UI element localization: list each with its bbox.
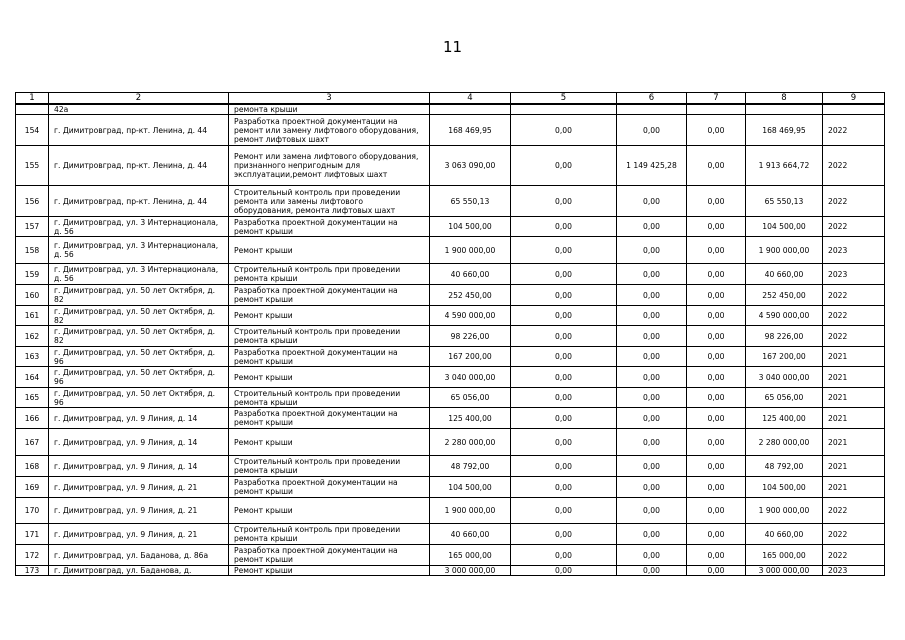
fund-source-d-cell: 98 226,00 (746, 326, 823, 347)
fund-source-d-cell: 1 913 664,72 (746, 146, 823, 186)
year-cell: 2022 (823, 285, 885, 306)
total-cost-cell: 1 900 000,00 (430, 237, 511, 264)
year-cell: 2021 (823, 477, 885, 498)
year-cell: 2023 (823, 566, 885, 576)
fund-source-a-cell: 0,00 (511, 566, 617, 576)
fund-source-d-cell: 168 469,95 (746, 115, 823, 146)
fund-source-b-cell: 1 149 425,28 (617, 146, 687, 186)
fund-source-c-cell: 0,00 (687, 566, 746, 576)
table-row (16, 264, 885, 285)
address-cell: г. Димитровград, ул. 9 Линия, д. 21 (49, 477, 229, 498)
address-cell: г. Димитровград, ул. 9 Линия, д. 14 (49, 429, 229, 456)
work-type-cell: Разработка проектной документации на ремонт крыши (229, 285, 430, 306)
address-cell: г. Димитровград, ул. 3 Интернационала, д. 56 (49, 217, 229, 237)
table-row (16, 285, 885, 306)
row-number-cell: 172 (16, 545, 49, 566)
fund-source-b-cell: 0,00 (617, 429, 687, 456)
fund-source-c-cell: 0,00 (687, 264, 746, 285)
fund-source-b-cell: 0,00 (617, 186, 687, 217)
fund-source-c-cell (687, 104, 746, 115)
row-number-cell: 161 (16, 306, 49, 326)
column-header: 9 (823, 93, 885, 105)
fund-source-a-cell (511, 104, 617, 115)
fund-source-a-cell: 0,00 (511, 264, 617, 285)
fund-source-a-cell: 0,00 (511, 115, 617, 146)
fund-source-b-cell: 0,00 (617, 524, 687, 545)
address-cell: г. Димитровград, ул. 9 Линия, д. 21 (49, 524, 229, 545)
total-cost-cell: 65 056,00 (430, 388, 511, 408)
fund-source-c-cell: 0,00 (687, 146, 746, 186)
fund-source-a-cell: 0,00 (511, 408, 617, 429)
table-row (16, 566, 885, 576)
address-cell: 42а (49, 104, 229, 115)
table-row (16, 367, 885, 388)
fund-source-b-cell: 0,00 (617, 237, 687, 264)
fund-source-a-cell: 0,00 (511, 285, 617, 306)
fund-source-b-cell (617, 104, 687, 115)
address-cell: г. Димитровград, ул. 3 Интернационала, д. 56 (49, 264, 229, 285)
table-row (16, 477, 885, 498)
year-cell: 2022 (823, 306, 885, 326)
year-cell: 2023 (823, 237, 885, 264)
table-row (16, 456, 885, 477)
fund-source-d-cell: 104 500,00 (746, 477, 823, 498)
fund-source-c-cell: 0,00 (687, 524, 746, 545)
fund-source-d-cell: 40 660,00 (746, 524, 823, 545)
fund-source-a-cell: 0,00 (511, 429, 617, 456)
total-cost-cell (430, 104, 511, 115)
address-cell: г. Димитровград, ул. Баданова, д. (49, 566, 229, 576)
work-type-cell: Строительный контроль при проведении ремонта крыши (229, 524, 430, 545)
column-header: 3 (229, 93, 430, 105)
address-cell: г. Димитровград, ул. 9 Линия, д. 14 (49, 408, 229, 429)
fund-source-a-cell: 0,00 (511, 367, 617, 388)
fund-source-d-cell: 252 450,00 (746, 285, 823, 306)
fund-source-b-cell: 0,00 (617, 285, 687, 306)
table-row (16, 186, 885, 217)
page-number: 11 (442, 38, 463, 56)
fund-source-c-cell: 0,00 (687, 456, 746, 477)
fund-source-b-cell: 0,00 (617, 217, 687, 237)
table-row (16, 326, 885, 347)
fund-source-c-cell: 0,00 (687, 186, 746, 217)
fund-source-d-cell: 2 280 000,00 (746, 429, 823, 456)
fund-source-c-cell: 0,00 (687, 237, 746, 264)
fund-source-d-cell: 104 500,00 (746, 217, 823, 237)
table-row (16, 146, 885, 186)
work-type-cell: Строительный контроль при проведении ремонта крыши (229, 326, 430, 347)
address-cell: г. Димитровград, ул. 9 Линия, д. 21 (49, 498, 229, 524)
address-cell: г. Димитровград, ул. 50 лет Октября, д. 82 (49, 306, 229, 326)
work-type-cell: Строительный контроль при проведении ремонта или замены лифтового оборудования, ремонта лифтовых шахт (229, 186, 430, 217)
year-cell: 2022 (823, 146, 885, 186)
fund-source-c-cell: 0,00 (687, 217, 746, 237)
table-row (16, 388, 885, 408)
total-cost-cell: 125 400,00 (430, 408, 511, 429)
row-number-cell: 169 (16, 477, 49, 498)
table-row (16, 306, 885, 326)
fund-source-d-cell: 65 056,00 (746, 388, 823, 408)
column-number-header (16, 93, 885, 105)
year-cell: 2023 (823, 264, 885, 285)
fund-source-c-cell: 0,00 (687, 306, 746, 326)
work-type-cell: Разработка проектной документации на ремонт или замену лифтового оборудования, ремонт лифтовых шахт (229, 115, 430, 146)
year-cell: 2022 (823, 498, 885, 524)
address-cell: г. Димитровград, ул. 50 лет Октября, д. 96 (49, 388, 229, 408)
year-cell: 2022 (823, 524, 885, 545)
total-cost-cell: 65 550,13 (430, 186, 511, 217)
row-number-cell: 157 (16, 217, 49, 237)
table-row (16, 429, 885, 456)
table-body (16, 93, 885, 576)
total-cost-cell: 3 063 090,00 (430, 146, 511, 186)
work-type-cell: Разработка проектной документации на ремонт крыши (229, 217, 430, 237)
row-number-cell: 163 (16, 347, 49, 367)
work-type-cell: Ремонт крыши (229, 237, 430, 264)
total-cost-cell: 40 660,00 (430, 524, 511, 545)
fund-source-b-cell: 0,00 (617, 115, 687, 146)
address-cell: г. Димитровград, ул. 50 лет Октября, д. 96 (49, 367, 229, 388)
address-cell: г. Димитровград, ул. 50 лет Октября, д. 82 (49, 285, 229, 306)
fund-source-b-cell: 0,00 (617, 566, 687, 576)
table-row (16, 104, 885, 115)
fund-source-d-cell: 4 590 000,00 (746, 306, 823, 326)
year-cell: 2022 (823, 115, 885, 146)
table-row (16, 237, 885, 264)
work-type-cell: Разработка проектной документации на ремонт крыши (229, 477, 430, 498)
fund-source-b-cell: 0,00 (617, 367, 687, 388)
fund-source-c-cell: 0,00 (687, 367, 746, 388)
fund-source-c-cell: 0,00 (687, 285, 746, 306)
total-cost-cell: 104 500,00 (430, 477, 511, 498)
year-cell: 2022 (823, 217, 885, 237)
year-cell: 2021 (823, 347, 885, 367)
column-header: 1 (16, 93, 49, 105)
fund-source-b-cell: 0,00 (617, 388, 687, 408)
fund-source-c-cell: 0,00 (687, 477, 746, 498)
fund-source-a-cell: 0,00 (511, 545, 617, 566)
work-type-cell: Разработка проектной документации на ремонт крыши (229, 408, 430, 429)
fund-source-a-cell: 0,00 (511, 388, 617, 408)
column-header: 5 (511, 93, 617, 105)
fund-source-a-cell: 0,00 (511, 146, 617, 186)
fund-source-a-cell: 0,00 (511, 498, 617, 524)
address-cell: г. Димитровград, ул. 50 лет Октября, д. 82 (49, 326, 229, 347)
total-cost-cell: 168 469,95 (430, 115, 511, 146)
year-cell: 2021 (823, 429, 885, 456)
address-cell: г. Димитровград, ул. Баданова, д. 86а (49, 545, 229, 566)
row-number-cell: 166 (16, 408, 49, 429)
year-cell: 2021 (823, 408, 885, 429)
fund-source-d-cell: 165 000,00 (746, 545, 823, 566)
table-row (16, 545, 885, 566)
work-type-cell: Ремонт крыши (229, 429, 430, 456)
work-type-cell: Ремонт крыши (229, 306, 430, 326)
row-number-cell: 164 (16, 367, 49, 388)
fund-source-a-cell: 0,00 (511, 456, 617, 477)
column-header: 7 (687, 93, 746, 105)
fund-source-c-cell: 0,00 (687, 115, 746, 146)
fund-source-b-cell: 0,00 (617, 498, 687, 524)
row-number-cell: 171 (16, 524, 49, 545)
work-type-cell: Ремонт крыши (229, 498, 430, 524)
address-cell: г. Димитровград, пр-кт. Ленина, д. 44 (49, 115, 229, 146)
work-type-cell: Строительный контроль при проведении ремонта крыши (229, 264, 430, 285)
row-number-cell: 154 (16, 115, 49, 146)
year-cell: 2022 (823, 545, 885, 566)
year-cell: 2021 (823, 388, 885, 408)
fund-source-d-cell: 40 660,00 (746, 264, 823, 285)
total-cost-cell: 3 040 000,00 (430, 367, 511, 388)
fund-source-b-cell: 0,00 (617, 477, 687, 498)
fund-source-b-cell: 0,00 (617, 306, 687, 326)
fund-source-b-cell: 0,00 (617, 264, 687, 285)
fund-source-d-cell: 125 400,00 (746, 408, 823, 429)
fund-source-c-cell: 0,00 (687, 388, 746, 408)
total-cost-cell: 4 590 000,00 (430, 306, 511, 326)
work-type-cell: Разработка проектной документации на ремонт крыши (229, 347, 430, 367)
fund-source-a-cell: 0,00 (511, 477, 617, 498)
table-row (16, 408, 885, 429)
total-cost-cell: 2 280 000,00 (430, 429, 511, 456)
row-number-cell: 167 (16, 429, 49, 456)
year-cell (823, 104, 885, 115)
table-row (16, 217, 885, 237)
year-cell: 2021 (823, 456, 885, 477)
year-cell: 2022 (823, 326, 885, 347)
column-header: 6 (617, 93, 687, 105)
total-cost-cell: 165 000,00 (430, 545, 511, 566)
column-header: 4 (430, 93, 511, 105)
address-cell: г. Димитровград, пр-кт. Ленина, д. 44 (49, 146, 229, 186)
total-cost-cell: 40 660,00 (430, 264, 511, 285)
fund-source-a-cell: 0,00 (511, 326, 617, 347)
fund-source-c-cell: 0,00 (687, 545, 746, 566)
row-number-cell (16, 104, 49, 115)
work-type-cell: Ремонт или замена лифтового оборудования, признанного непригодным для эксплуатации,ремонт лифтовых шахт (229, 146, 430, 186)
year-cell: 2021 (823, 367, 885, 388)
fund-source-d-cell: 3 000 000,00 (746, 566, 823, 576)
row-number-cell: 173 (16, 566, 49, 576)
fund-source-a-cell: 0,00 (511, 217, 617, 237)
work-type-cell: Разработка проектной документации на ремонт крыши (229, 545, 430, 566)
fund-source-b-cell: 0,00 (617, 408, 687, 429)
row-number-cell: 159 (16, 264, 49, 285)
row-number-cell: 160 (16, 285, 49, 306)
fund-source-b-cell: 0,00 (617, 347, 687, 367)
row-number-cell: 170 (16, 498, 49, 524)
capital-repair-table (15, 92, 885, 576)
row-number-cell: 162 (16, 326, 49, 347)
fund-source-c-cell: 0,00 (687, 429, 746, 456)
fund-source-d-cell: 48 792,00 (746, 456, 823, 477)
table-row (16, 498, 885, 524)
address-cell: г. Димитровград, ул. 50 лет Октября, д. 96 (49, 347, 229, 367)
row-number-cell: 155 (16, 146, 49, 186)
total-cost-cell: 98 226,00 (430, 326, 511, 347)
fund-source-b-cell: 0,00 (617, 326, 687, 347)
fund-source-c-cell: 0,00 (687, 326, 746, 347)
fund-source-a-cell: 0,00 (511, 306, 617, 326)
total-cost-cell: 167 200,00 (430, 347, 511, 367)
fund-source-a-cell: 0,00 (511, 347, 617, 367)
fund-source-a-cell: 0,00 (511, 237, 617, 264)
column-header: 2 (49, 93, 229, 105)
fund-source-c-cell: 0,00 (687, 347, 746, 367)
fund-source-d-cell: 65 550,13 (746, 186, 823, 217)
fund-source-c-cell: 0,00 (687, 498, 746, 524)
work-type-cell: Строительный контроль при проведении ремонта крыши (229, 456, 430, 477)
table-row (16, 524, 885, 545)
total-cost-cell: 252 450,00 (430, 285, 511, 306)
table-row (16, 347, 885, 367)
fund-source-a-cell: 0,00 (511, 186, 617, 217)
work-type-cell: ремонта крыши (229, 104, 430, 115)
work-type-cell: Ремонт крыши (229, 566, 430, 576)
row-number-cell: 168 (16, 456, 49, 477)
row-number-cell: 156 (16, 186, 49, 217)
fund-source-b-cell: 0,00 (617, 545, 687, 566)
total-cost-cell: 3 000 000,00 (430, 566, 511, 576)
address-cell: г. Димитровград, пр-кт. Ленина, д. 44 (49, 186, 229, 217)
column-header: 8 (746, 93, 823, 105)
address-cell: г. Димитровград, ул. 3 Интернационала, д. 56 (49, 237, 229, 264)
fund-source-d-cell: 167 200,00 (746, 347, 823, 367)
fund-source-b-cell: 0,00 (617, 456, 687, 477)
fund-source-a-cell: 0,00 (511, 524, 617, 545)
address-cell: г. Димитровград, ул. 9 Линия, д. 14 (49, 456, 229, 477)
table-row (16, 115, 885, 146)
work-type-cell: Ремонт крыши (229, 367, 430, 388)
fund-source-d-cell: 1 900 000,00 (746, 237, 823, 264)
fund-source-d-cell: 1 900 000,00 (746, 498, 823, 524)
fund-source-d-cell: 3 040 000,00 (746, 367, 823, 388)
row-number-cell: 158 (16, 237, 49, 264)
year-cell: 2022 (823, 186, 885, 217)
row-number-cell: 165 (16, 388, 49, 408)
fund-source-d-cell (746, 104, 823, 115)
total-cost-cell: 104 500,00 (430, 217, 511, 237)
total-cost-cell: 48 792,00 (430, 456, 511, 477)
total-cost-cell: 1 900 000,00 (430, 498, 511, 524)
work-type-cell: Строительный контроль при проведении ремонта крыши (229, 388, 430, 408)
fund-source-c-cell: 0,00 (687, 408, 746, 429)
